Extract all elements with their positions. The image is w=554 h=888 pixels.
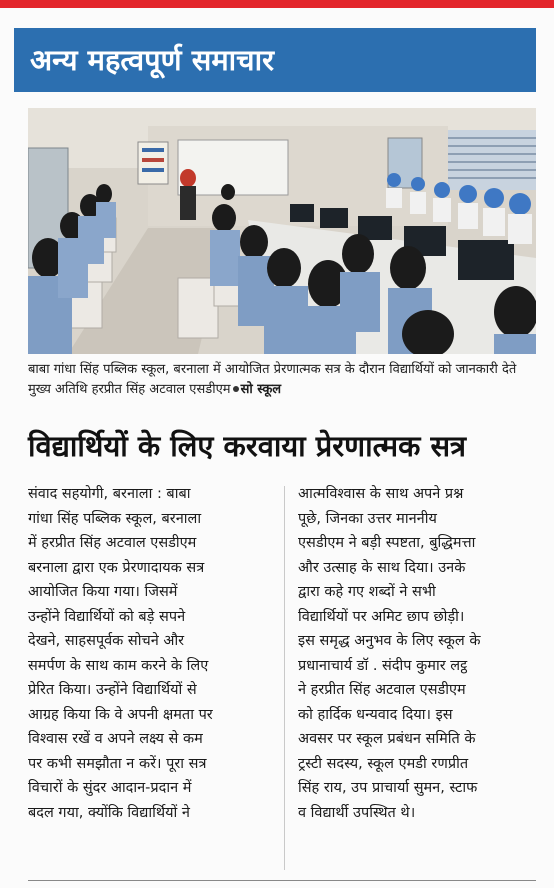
article-column-right xyxy=(298,482,544,825)
body-line: सिंह राय, उप प्राचार्या सुमन, स्टाफ xyxy=(298,780,478,796)
body-line: विचारों के सुंदर आदान-प्रदान में xyxy=(28,780,192,796)
body-line: इस समृद्ध अनुभव के लिए स्कूल के xyxy=(298,633,481,649)
body-line: पूछे, जिनका उत्तर माननीय xyxy=(298,510,437,527)
body-line: देखने, साहसपूर्वक सोचने और xyxy=(28,633,185,649)
classroom-photo xyxy=(28,108,536,354)
article-column-left xyxy=(28,482,274,825)
classroom-photo-icon xyxy=(28,108,536,354)
caption-text: बाबा गांधा सिंह पब्लिक स्कूल, बरनाला में आयोजित प्रेरणात्मक सत्र के दौरान विद्यार्थियों को जानकारी देते मुख्य अतिथि हरप्रीत सिंह अटवाल एसडीएम xyxy=(28,362,517,397)
caption-credit: सो स्कूल xyxy=(240,382,282,397)
body-line: ने हरप्रीत सिंह अटवाल एसडीएम xyxy=(298,682,466,698)
body-line: में हरप्रीत सिंह अटवाल एसडीएम xyxy=(28,535,197,551)
body-line: अवसर पर स्कूल प्रबंधन समिति के xyxy=(298,731,476,747)
body-line: द्वारा कहे गए शब्दों ने सभी xyxy=(298,584,436,600)
body-line: पर कभी समझौता न करें। पूरा सत्र xyxy=(28,755,207,772)
bullet-icon xyxy=(233,386,239,392)
body-line: एसडीएम ने बड़ी स्पष्टता, बुद्धिमत्ता xyxy=(298,535,476,551)
body-line: ट्रस्टी सदस्य, स्कूल एमडी रणप्रीत xyxy=(298,755,469,772)
body-line: व विद्यार्थी उपस्थित थे। xyxy=(298,804,416,821)
article-headline: विद्यार्थियों के लिए करवाया प्रेरणात्मक सत्र xyxy=(28,429,467,463)
body-line: संवाद सहयोगी, बरनाला : बाबा xyxy=(28,486,191,502)
column-divider xyxy=(284,486,285,870)
bottom-rule xyxy=(28,880,536,881)
body-line: बरनाला द्वारा एक प्रेरणादायक सत्र xyxy=(28,559,205,576)
body-line: बदल गया, क्योंकि विद्यार्थियों ने xyxy=(28,804,190,821)
body-line: उन्होंने विद्यार्थियों को बड़े सपने xyxy=(28,608,186,625)
body-line: प्रेरित किया। उन्होंने विद्यार्थियों से xyxy=(28,682,197,698)
body-line: विश्वास रखें व अपने लक्ष्य से कम xyxy=(28,731,203,747)
top-red-bar xyxy=(0,0,554,8)
photo-caption xyxy=(28,360,538,400)
body-line: को हार्दिक धन्यवाद दिया। इस xyxy=(298,706,453,723)
body-line: आत्मविश्वास के साथ अपने प्रश्न xyxy=(298,486,464,502)
section-title: अन्य महत्वपूर्ण समाचार xyxy=(30,43,274,77)
section-banner xyxy=(14,28,536,92)
body-line: समर्पण के साथ काम करने के लिए xyxy=(28,657,209,674)
body-line: विद्यार्थियों पर अमिट छाप छोड़ी। xyxy=(298,608,465,625)
body-line: आग्रह किया कि वे अपनी क्षमता पर xyxy=(28,706,213,723)
body-line: आयोजित किया गया। जिसमें xyxy=(28,584,178,600)
body-line: और उत्साह के साथ दिया। उनके xyxy=(298,559,466,576)
body-line: प्रधानाचार्य डॉ . संदीप कुमार लट्ठ xyxy=(298,657,468,674)
body-line: गांधा सिंह पब्लिक स्कूल, बरनाला xyxy=(28,510,202,527)
